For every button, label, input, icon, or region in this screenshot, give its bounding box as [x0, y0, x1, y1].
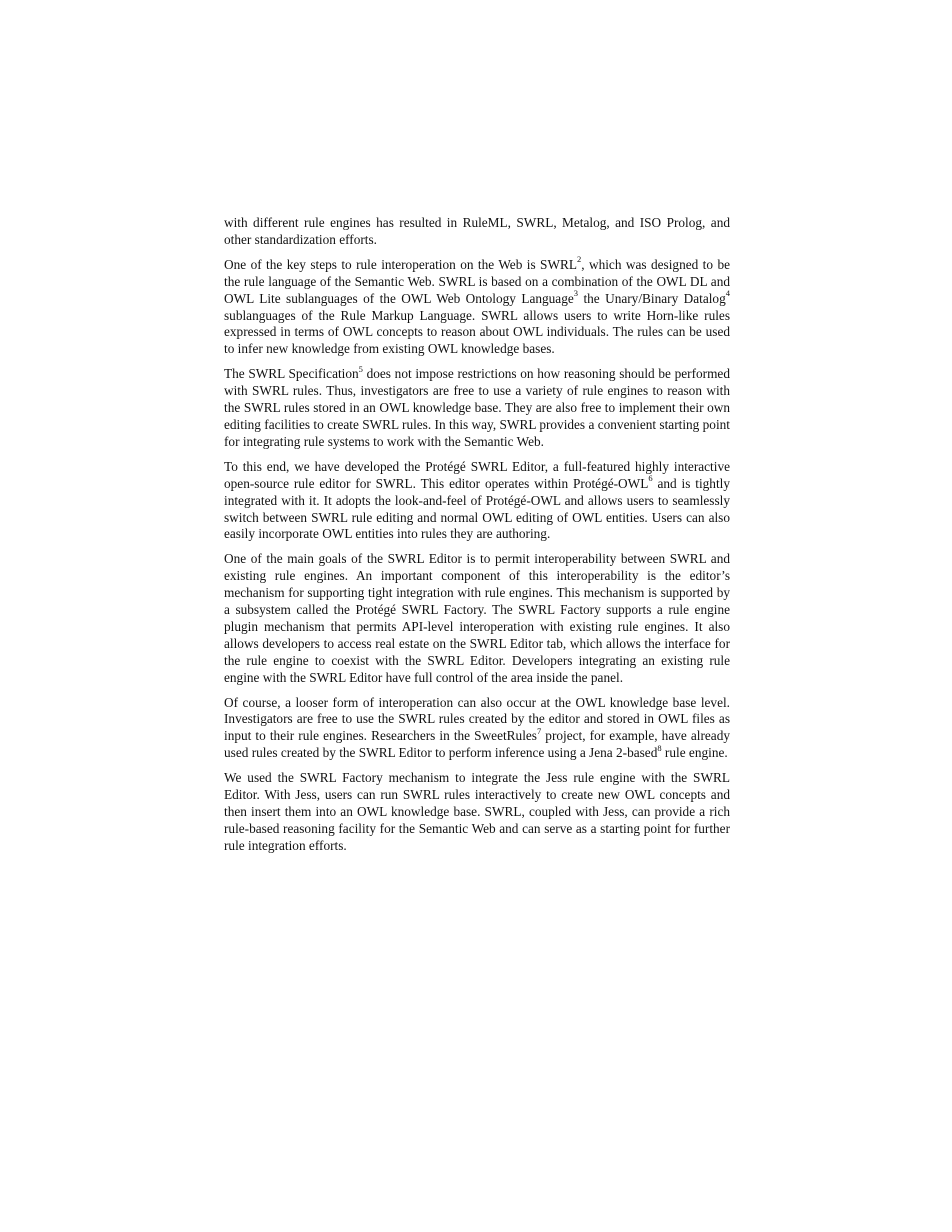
text-run: One of the main goals of the SWRL Editor is to permit interoperability between SWRL and existing rule engines. An important component of this interoperability is the editor’s mechanism for supporting tight integration with rule engines. This mechanism is supported by a subsystem called the Protégé SWRL Factory. The SWRL Factory supports a rule engine plugin mechanism that permits API-level interoperation with existing rule engines. It also allows developers to access real estate on the SWRL Editor tab, which allows the interface for the rule engine to coexist with the SWRL Editor. Developers integrating an existing rule engine with the SWRL Editor have full control of the area inside the panel.	[224, 551, 730, 685]
page-body	[224, 215, 730, 863]
text-run: sublanguages of the Rule Markup Language. SWRL allows users to write Horn-like rules expressed in terms of OWL concepts to reason about OWL individuals. The rules can be used to infer new knowledge from existing OWL knowledge bases.	[224, 307, 730, 357]
paragraph	[224, 215, 730, 249]
paragraph	[224, 551, 730, 686]
text-run: We used the SWRL Factory mechanism to integrate the Jess rule engine with the SWRL Editor. With Jess, users can run SWRL rules interactively to create new OWL concepts and then insert them into an OWL knowledge base. SWRL, coupled with Jess, can provide a rich rule-based reasoning facility for the Semantic Web and can serve as a starting point for further rule integration efforts.	[224, 770, 730, 853]
paragraph	[224, 363, 730, 451]
text-run: the Unary/Binary Datalog	[578, 290, 726, 306]
text-run: with different rule engines has resulted in RuleML, SWRL, Metalog, and ISO Prolog, and other standardization efforts.	[224, 215, 730, 247]
text-run: does not impose restrictions on how reasoning should be performed with SWRL rules. Thus, investigators are free to use a variety of rule engines to reason with the SWRL rules stored in an OWL knowledge base. They are also free to implement their own editing facilities to create SWRL rules. In this way, SWRL provides a convenient starting point for integrating rule systems to work with the Semantic Web.	[224, 366, 730, 449]
text-run: The SWRL Specification	[224, 366, 359, 382]
footnote-marker: 8	[657, 742, 662, 753]
text-run: and is tightly integrated with it. It adopts the look-and-feel of Protégé-OWL and allows users to seamlessly switch between SWRL rule editing and normal OWL editing of OWL entities. Users can also easily incorporate OWL entities into rules they are authoring.	[224, 475, 730, 542]
footnote-marker: 3	[573, 288, 579, 299]
footnote-marker: 5	[358, 363, 363, 374]
paragraph	[224, 695, 730, 763]
text-run: Of course, a looser form of interoperation can also occur at the OWL knowledge base level. Investigators are free to use the SWRL rules created by the editor and stored in OWL files as input to their rule engines. Researchers in the SweetRules	[224, 694, 730, 744]
text-run: project, for example, have already used rules created by the SWRL Editor to perform inference using a Jena 2-based	[224, 728, 730, 761]
text-run: rule engine.	[661, 745, 728, 761]
paragraph	[224, 254, 730, 358]
text-run: To this end, we have developed the Protégé SWRL Editor, a full-featured highly interactive open-source rule editor for SWRL. This editor operates within Protégé-OWL	[224, 458, 730, 491]
footnote-marker: 6	[648, 473, 653, 484]
footnote-marker: 2	[577, 254, 582, 265]
text-run: , which was designed to be the rule language of the Semantic Web. SWRL is based on a combination of the OWL DL and OWL Lite sublanguages of the OWL Web Ontology Language	[224, 256, 730, 306]
footnote-marker: 4	[725, 288, 730, 299]
footnote-marker: 7	[536, 725, 542, 736]
text-run: One of the key steps to rule interoperation on the Web is SWRL	[224, 256, 577, 272]
paragraph	[224, 770, 730, 855]
paragraph	[224, 459, 730, 544]
